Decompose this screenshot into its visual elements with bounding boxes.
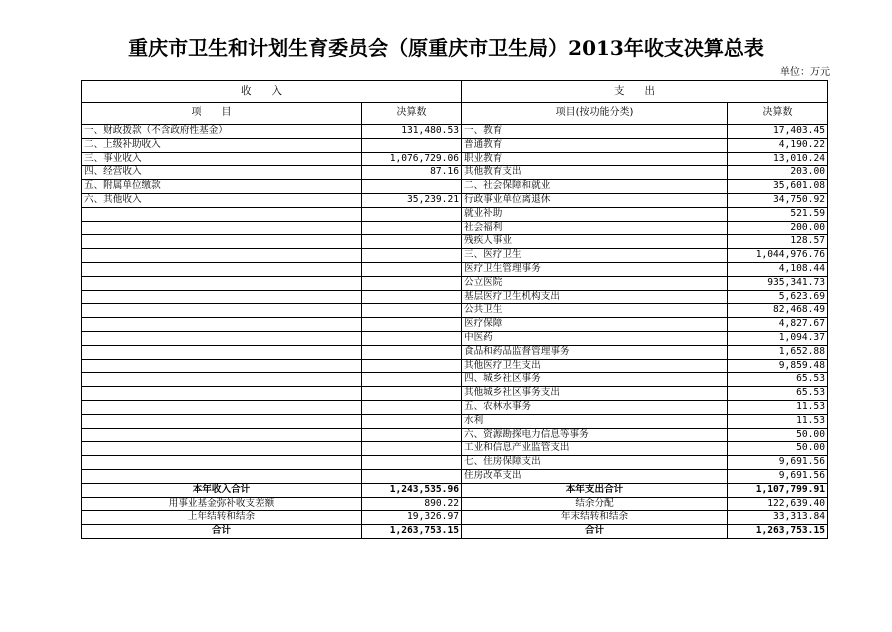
summary-expense-label: 本年支出合计 — [462, 483, 728, 497]
expense-item-cell: 医疗保障 — [462, 318, 728, 332]
expense-amount-cell: 9,691.56 — [728, 456, 828, 470]
expense-item-cell: 公立医院 — [462, 276, 728, 290]
income-item-cell — [82, 221, 362, 235]
income-amount-cell — [362, 400, 462, 414]
expense-item-cell: 六、资源勘探电力信息等事务 — [462, 428, 728, 442]
income-amount-cell — [362, 235, 462, 249]
expense-amount-cell: 128.57 — [728, 235, 828, 249]
table-row — [82, 166, 828, 180]
table-row — [82, 304, 828, 318]
expense-item-cell: 中医药 — [462, 331, 728, 345]
income-amount-cell — [362, 345, 462, 359]
table-row — [82, 249, 828, 263]
expense-item-cell: 二、社会保障和就业 — [462, 180, 728, 194]
expense-amount-cell: 65.53 — [728, 373, 828, 387]
income-item-cell — [82, 414, 362, 428]
expense-amount-cell: 521.59 — [728, 207, 828, 221]
income-item-cell — [82, 359, 362, 373]
income-amount-cell — [362, 359, 462, 373]
income-item-cell: 二、上级补助收入 — [82, 138, 362, 152]
table-row — [82, 290, 828, 304]
summary-row — [82, 511, 828, 525]
expense-amount-cell: 11.53 — [728, 414, 828, 428]
expense-amount-cell: 4,827.67 — [728, 318, 828, 332]
table-row — [82, 456, 828, 470]
table-row — [82, 469, 828, 483]
summary-income-amount: 1,243,535.96 — [362, 483, 462, 497]
summary-expense-amount: 122,639.40 — [728, 497, 828, 511]
expense-item-cell: 其他教育支出 — [462, 166, 728, 180]
income-item-cell: 四、经营收入 — [82, 166, 362, 180]
table-row — [82, 276, 828, 290]
unit-text: 单位：万元 — [780, 67, 830, 78]
income-amount-cell: 1,076,729.06 — [362, 152, 462, 166]
expense-item-cell: 其他城乡社区事务支出 — [462, 387, 728, 401]
expense-item-cell: 水利 — [462, 414, 728, 428]
table-row — [82, 414, 828, 428]
income-item-cell — [82, 276, 362, 290]
expense-amount-cell: 35,601.08 — [728, 180, 828, 194]
expense-amount-cell: 65.53 — [728, 387, 828, 401]
column-header-row — [82, 103, 828, 125]
expense-amount-cell: 11.53 — [728, 400, 828, 414]
expense-item-cell: 普通教育 — [462, 138, 728, 152]
income-item-cell — [82, 373, 362, 387]
summary-row — [82, 525, 828, 539]
income-section-header: 收入 — [82, 81, 462, 103]
expense-item-cell: 就业补助 — [462, 207, 728, 221]
summary-expense-label: 年末结转和结余 — [462, 511, 728, 525]
expense-amount-cell: 1,044,976.76 — [728, 249, 828, 263]
unit-label — [780, 67, 830, 79]
summary-income-amount: 890.22 — [362, 497, 462, 511]
income-amount-cell — [362, 442, 462, 456]
expense-section-header: 支出 — [462, 81, 828, 103]
income-item-cell — [82, 456, 362, 470]
income-amount-cell — [362, 290, 462, 304]
summary-expense-amount: 1,263,753.15 — [728, 525, 828, 539]
income-amount-cell: 131,480.53 — [362, 125, 462, 139]
expense-item-cell: 食品和药品监督管理事务 — [462, 345, 728, 359]
table-row — [82, 152, 828, 166]
income-amount-cell — [362, 276, 462, 290]
table-row — [82, 180, 828, 194]
income-amount-cell: 87.16 — [362, 166, 462, 180]
income-item-cell: 五、附属单位缴款 — [82, 180, 362, 194]
summary-expense-amount: 33,313.84 — [728, 511, 828, 525]
expense-item-cell: 五、农林水事务 — [462, 400, 728, 414]
expense-amount-cell: 9,859.48 — [728, 359, 828, 373]
expense-amount-cell: 50.00 — [728, 428, 828, 442]
income-amount-cell — [362, 469, 462, 483]
expense-amount-cell: 50.00 — [728, 442, 828, 456]
table-row — [82, 373, 828, 387]
summary-income-label: 用事业基金弥补收支差额 — [82, 497, 362, 511]
income-item-cell — [82, 235, 362, 249]
income-amount-cell — [362, 221, 462, 235]
income-item-cell — [82, 400, 362, 414]
income-amount-cell — [362, 318, 462, 332]
expense-item-cell: 残疾人事业 — [462, 235, 728, 249]
income-item-header: 项目 — [82, 103, 362, 125]
table-row — [82, 359, 828, 373]
expense-item-cell: 职业教育 — [462, 152, 728, 166]
income-amount-cell — [362, 387, 462, 401]
income-amount-cell — [362, 331, 462, 345]
income-amount-cell — [362, 249, 462, 263]
table-row — [82, 331, 828, 345]
expense-item-cell: 工业和信息产业监管支出 — [462, 442, 728, 456]
summary-row — [82, 483, 828, 497]
expense-item-cell: 四、城乡社区事务 — [462, 373, 728, 387]
table-row — [82, 193, 828, 207]
expense-item-header: 项目(按功能分类) — [462, 103, 728, 125]
section-header-row — [82, 81, 828, 103]
income-item-cell — [82, 249, 362, 263]
summary-income-amount: 19,326.97 — [362, 511, 462, 525]
income-item-cell — [82, 428, 362, 442]
table-row — [82, 262, 828, 276]
income-item-cell — [82, 207, 362, 221]
table-row — [82, 221, 828, 235]
table-row — [82, 442, 828, 456]
table-row — [82, 125, 828, 139]
income-item-cell — [82, 345, 362, 359]
summary-expense-label: 结余分配 — [462, 497, 728, 511]
expense-amount-cell: 9,691.56 — [728, 469, 828, 483]
income-item-cell — [82, 387, 362, 401]
summary-expense-label: 合计 — [462, 525, 728, 539]
income-amount-cell — [362, 456, 462, 470]
income-amount-cell — [362, 138, 462, 152]
expense-item-cell: 基层医疗卫生机构支出 — [462, 290, 728, 304]
expense-item-cell: 住房改革支出 — [462, 469, 728, 483]
expense-item-cell: 其他医疗卫生支出 — [462, 359, 728, 373]
income-item-cell — [82, 304, 362, 318]
expense-amount-cell: 17,403.45 — [728, 125, 828, 139]
expense-item-cell: 一、教育 — [462, 125, 728, 139]
income-item-cell: 三、事业收入 — [82, 152, 362, 166]
income-amount-cell — [362, 304, 462, 318]
income-item-cell: 六、其他收入 — [82, 193, 362, 207]
expense-amount-cell: 5,623.69 — [728, 290, 828, 304]
expense-item-cell: 三、医疗卫生 — [462, 249, 728, 263]
income-item-cell — [82, 442, 362, 456]
table-row — [82, 235, 828, 249]
expense-amount-header: 决算数 — [728, 103, 828, 125]
summary-income-label: 合计 — [82, 525, 362, 539]
summary-expense-amount: 1,107,799.91 — [728, 483, 828, 497]
table-row — [82, 400, 828, 414]
expense-amount-cell: 4,190.22 — [728, 138, 828, 152]
expense-amount-cell: 200.00 — [728, 221, 828, 235]
table-row — [82, 345, 828, 359]
income-item-cell — [82, 331, 362, 345]
income-amount-cell — [362, 428, 462, 442]
summary-income-amount: 1,263,753.15 — [362, 525, 462, 539]
table-row — [82, 207, 828, 221]
income-amount-cell — [362, 414, 462, 428]
summary-income-label: 上年结转和结余 — [82, 511, 362, 525]
income-item-cell — [82, 290, 362, 304]
expense-amount-cell: 1,094.37 — [728, 331, 828, 345]
income-item-cell: 一、财政拨款（不含政府性基金） — [82, 125, 362, 139]
income-amount-cell — [362, 207, 462, 221]
income-item-cell — [82, 262, 362, 276]
expense-item-cell: 公共卫生 — [462, 304, 728, 318]
expense-item-cell: 行政事业单位离退休 — [462, 193, 728, 207]
table-row — [82, 138, 828, 152]
expense-amount-cell: 203.00 — [728, 166, 828, 180]
expense-item-cell: 七、住房保障支出 — [462, 456, 728, 470]
expense-amount-cell: 935,341.73 — [728, 276, 828, 290]
income-amount-cell — [362, 373, 462, 387]
expense-amount-cell: 4,108.44 — [728, 262, 828, 276]
budget-table — [81, 80, 828, 539]
expense-amount-cell: 34,750.92 — [728, 193, 828, 207]
report-title: 重庆市卫生和计划生育委员会（原重庆市卫生局）2013年收支决算总表 — [128, 36, 764, 60]
income-item-cell — [82, 318, 362, 332]
table-row — [82, 318, 828, 332]
summary-income-label: 本年收入合计 — [82, 483, 362, 497]
expense-item-cell: 医疗卫生管理事务 — [462, 262, 728, 276]
expense-amount-cell: 82,468.49 — [728, 304, 828, 318]
income-amount-header: 决算数 — [362, 103, 462, 125]
expense-item-cell: 社会福利 — [462, 221, 728, 235]
income-amount-cell: 35,239.21 — [362, 193, 462, 207]
table-row — [82, 387, 828, 401]
summary-row — [82, 497, 828, 511]
table-row — [82, 428, 828, 442]
income-amount-cell — [362, 262, 462, 276]
expense-amount-cell: 1,652.88 — [728, 345, 828, 359]
income-amount-cell — [362, 180, 462, 194]
expense-amount-cell: 13,010.24 — [728, 152, 828, 166]
income-item-cell — [82, 469, 362, 483]
